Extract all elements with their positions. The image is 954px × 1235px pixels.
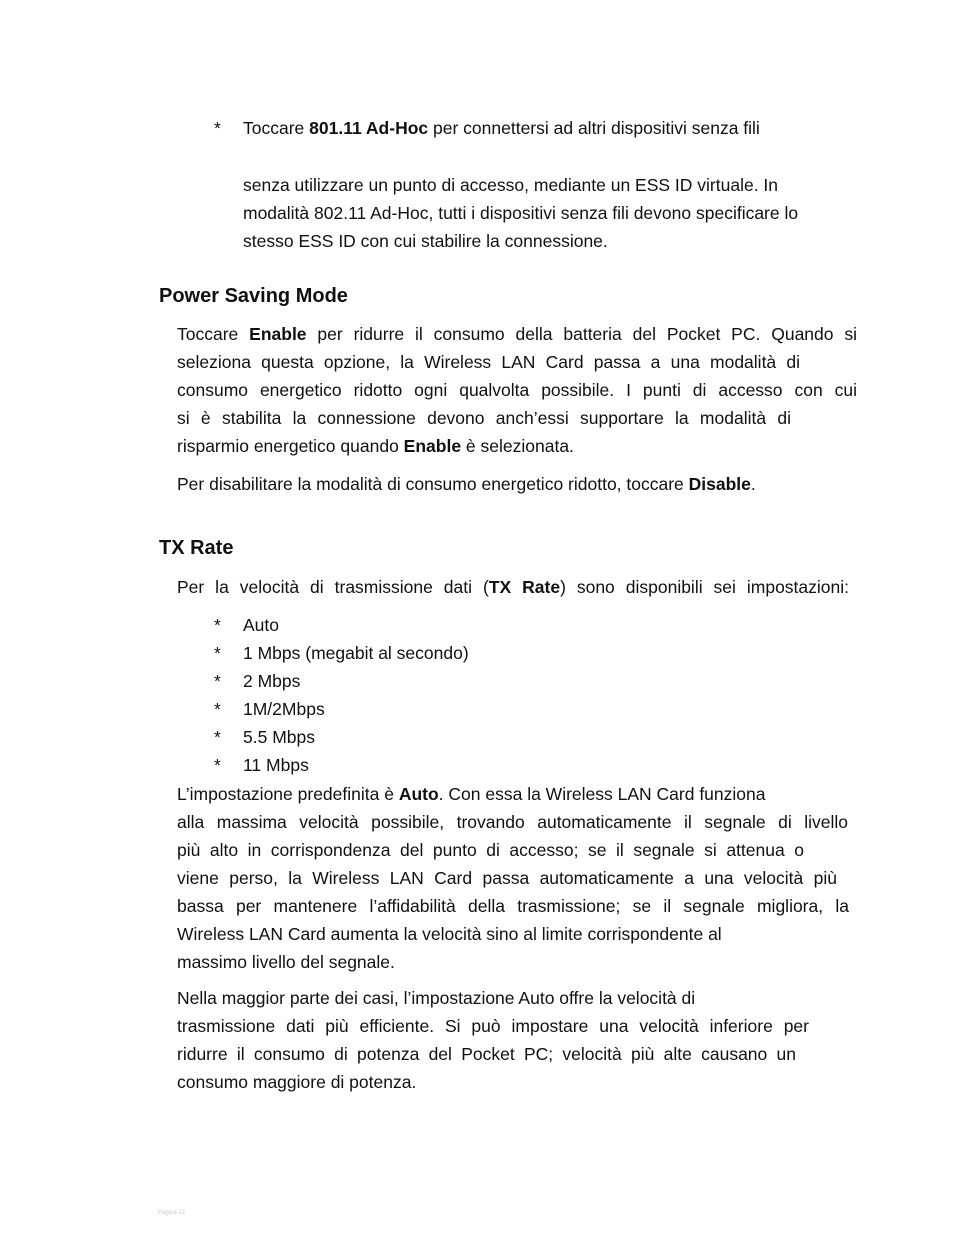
tx-rate-line: viene perso, la Wireless LAN Card passa automaticamente a una velocità più: [177, 868, 837, 888]
bullet-marker: *: [214, 755, 221, 775]
tx-rate-line: ridurre il consumo di potenza del Pocket PC; velocità più alte causano un: [177, 1044, 796, 1064]
text-run: Toccare: [177, 324, 250, 344]
tx-rate-intro: [177, 573, 857, 601]
power-saving-line: [177, 432, 857, 460]
tx-rate-line: Wireless LAN Card aumenta la velocità sino al limite corrispondente al: [177, 924, 722, 944]
tx-rate-line: trasmissione dati più efficiente. Si può impostare una velocità inferiore per: [177, 1016, 809, 1036]
bullet-marker: *: [214, 643, 221, 663]
power-saving-heading: Power Saving Mode: [159, 285, 348, 307]
tx-rate-line: alla massima velocità possibile, trovando automaticamente il segnale di livello: [177, 812, 848, 832]
text-run: risparmio energetico quando: [177, 436, 404, 456]
power-saving-line: [177, 470, 857, 498]
bold-run: Enable: [249, 324, 307, 344]
adhoc-line: stesso ESS ID con cui stabilire la connessione.: [243, 231, 608, 251]
power-saving-line: seleziona questa opzione, la Wireless LAN Card passa a una modalità di: [177, 352, 800, 372]
adhoc-line: senza utilizzare un punto di accesso, mediante un ESS ID virtuale. In: [243, 175, 779, 195]
option-label: 1 Mbps (megabit al secondo): [243, 643, 469, 663]
text-run: Per la velocità di trasmissione dati (: [177, 577, 489, 597]
power-saving-para1: [177, 320, 857, 460]
adhoc-continuation: [243, 171, 858, 255]
power-saving-line: si è stabilita la connessione devono anch’essi supportare la modalità di: [177, 408, 791, 428]
option-label: 1M/2Mbps: [243, 699, 325, 719]
tx-rate-intro-line: [177, 573, 849, 601]
bullet-marker: *: [214, 615, 221, 635]
power-saving-line: [177, 320, 857, 348]
option-label: Auto: [243, 615, 279, 635]
adhoc-bullet-text: [243, 114, 760, 142]
tx-rate-line: bassa per mantenere l’affidabilità della trasmissione; se il segnale migliora, la: [177, 896, 849, 916]
tx-rate-line: più alto in corrispondenza del punto di accesso; se il segnale si attenua o: [177, 840, 804, 860]
page-footer: Pagina 12: [158, 1210, 186, 1216]
tx-rate-line: Nella maggior parte dei casi, l’impostazione Auto offre la velocità di: [177, 988, 696, 1008]
power-saving-para2: [177, 470, 857, 498]
bold-run: Auto: [398, 784, 439, 804]
bullet-marker: *: [214, 699, 221, 719]
bullet-marker: *: [214, 118, 221, 138]
tx-rate-line: [177, 780, 857, 808]
bullet-marker: *: [214, 671, 221, 691]
adhoc-bullet-pre: Toccare: [243, 118, 310, 138]
text-run: ) sono disponibili sei impostazioni:: [560, 577, 850, 597]
power-saving-line: consumo energetico ridotto ogni qualvolta possibile. I punti di accesso con cui: [177, 380, 857, 400]
option-label: 2 Mbps: [243, 671, 301, 691]
tx-rate-line: consumo maggiore di potenza.: [177, 1072, 417, 1092]
adhoc-line: modalità 802.11 Ad-Hoc, tutti i dispositivi senza fili devono specificare lo: [243, 203, 799, 223]
tx-rate-line: massimo livello del segnale.: [177, 952, 395, 972]
adhoc-bullet-post: per connettersi ad altri dispositivi senza fili: [428, 118, 760, 138]
bold-run: TX Rate: [488, 577, 561, 597]
option-label: 11 Mbps: [243, 755, 309, 775]
text-run: Per disabilitare la modalità di consumo energetico ridotto, toccare: [177, 474, 689, 494]
bullet-marker: *: [214, 727, 221, 747]
tx-rate-heading: TX Rate: [159, 537, 234, 559]
text-run: è selezionata.: [461, 436, 574, 456]
text-run: .: [750, 474, 756, 494]
text-run: per ridurre il consumo della batteria del Pocket PC. Quando si: [306, 324, 858, 344]
text-run: L’impostazione predefinita è: [177, 784, 399, 804]
adhoc-bullet-bold: 801.11 Ad-Hoc: [309, 118, 429, 138]
text-run: . Con essa la Wireless LAN Card funziona: [438, 784, 766, 804]
tx-rate-para1: [177, 780, 857, 976]
bold-run: Enable: [403, 436, 462, 456]
bold-run: Disable: [688, 474, 751, 494]
tx-rate-para2: [177, 984, 857, 1096]
option-label: 5.5 Mbps: [243, 727, 315, 747]
